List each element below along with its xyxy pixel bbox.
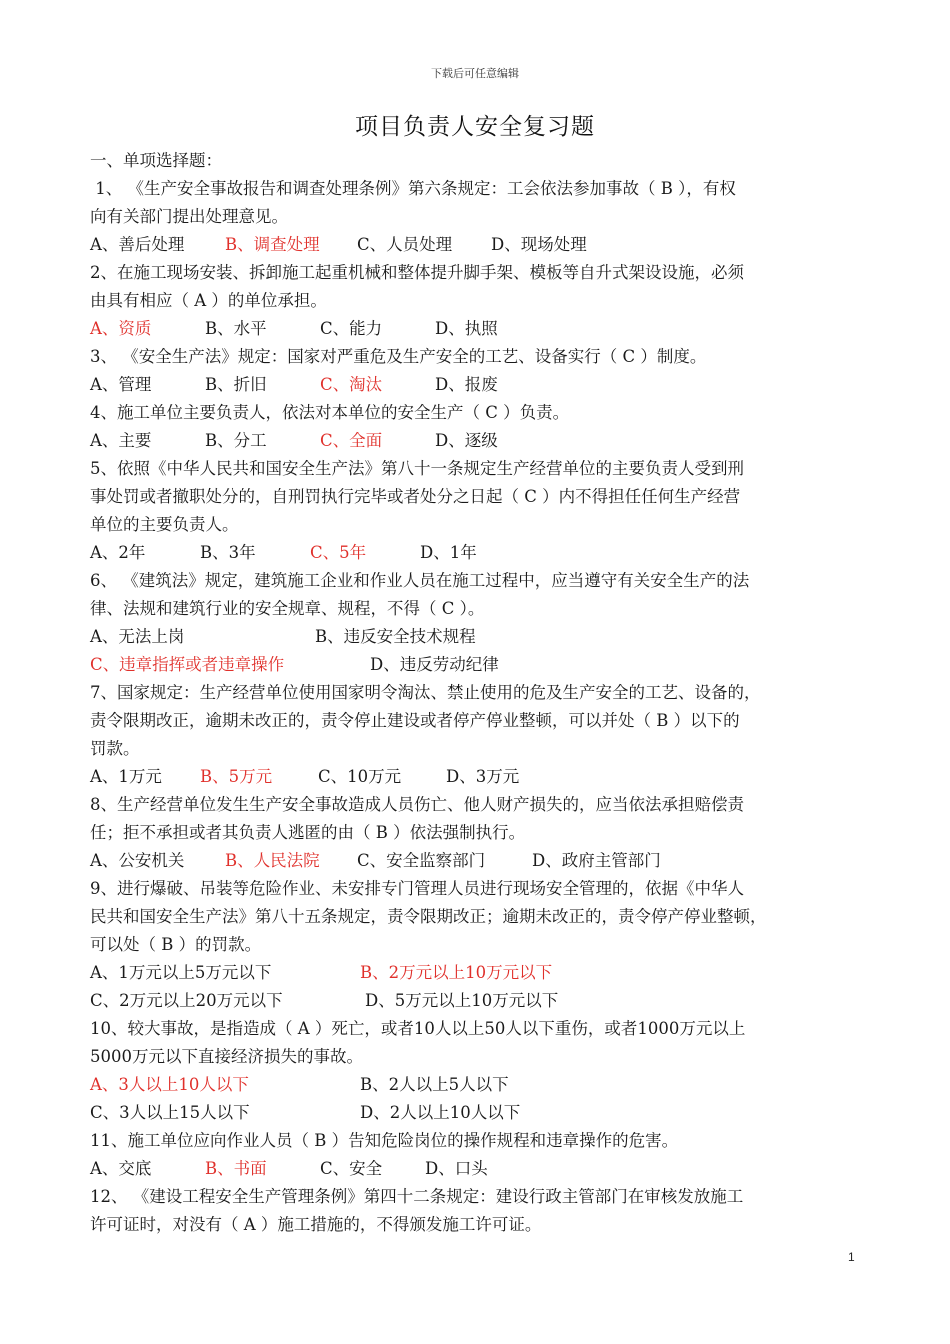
question-8-text-line: 8、生产经营单位发生生产安全事故造成人员伤亡、他人财产损失的，应当依法承担赔偿责 xyxy=(90,795,744,814)
answer-option: D、政府主管部门 xyxy=(532,851,661,870)
answer-option: B、分工 xyxy=(205,431,267,450)
answer-option: A、善后处理 xyxy=(90,235,185,254)
question-9-options xyxy=(90,959,865,987)
question-2-text-line: 由具有相应（ A ）的单位承担。 xyxy=(90,291,327,310)
answer-option: B、2人以上5人以下 xyxy=(360,1075,509,1094)
question-10-text-line: 10、较大事故，是指造成（ A ）死亡，或者10人以上50人以下重伤，或者1000万元以上 xyxy=(90,1019,746,1038)
answer-option: D、1年 xyxy=(420,543,477,562)
question-8-options xyxy=(90,847,865,875)
question-10-options xyxy=(90,1071,865,1099)
question-11-text-line: 11、施工单位应向作业人员（ B ）告知危险岗位的操作规程和违章操作的危害。 xyxy=(90,1131,679,1150)
answer-option: C、安全监察部门 xyxy=(357,851,486,870)
document-title: 项目负责人安全复习题 xyxy=(355,114,595,140)
answer-option: B、折旧 xyxy=(205,375,267,394)
question-5-text-line: 事处罚或者撤职处分的，自刑罚执行完毕或者处分之日起（ C ）内不得担任任何生产经营 xyxy=(90,487,741,506)
correct-answer-option: A、资质 xyxy=(90,319,152,338)
answer-option: A、2年 xyxy=(90,543,146,562)
answer-option: A、无法上岗 xyxy=(90,627,185,646)
answer-option: D、现场处理 xyxy=(491,235,587,254)
answer-option: C、能力 xyxy=(320,319,383,338)
answer-option: A、公安机关 xyxy=(90,851,185,870)
answer-option: D、3万元 xyxy=(446,767,520,786)
correct-answer-option: B、5万元 xyxy=(200,767,273,786)
question-list xyxy=(90,147,865,1239)
question-7-text-line: 7、国家规定：生产经营单位使用国家明令淘汰、禁止使用的危及生产安全的工艺、设备的， xyxy=(90,683,761,702)
answer-option: D、违反劳动纪律 xyxy=(370,655,499,674)
answer-option: B、违反安全技术规程 xyxy=(315,627,476,646)
question-6-options xyxy=(90,623,865,651)
section-heading: 一、单项选择题： xyxy=(90,151,222,170)
answer-option: C、2万元以上20万元以下 xyxy=(90,991,283,1010)
question-11-options xyxy=(90,1155,865,1183)
answer-option: B、水平 xyxy=(205,319,267,338)
question-2-options xyxy=(90,315,865,343)
question-9-text-line: 民共和国安全生产法》第八十五条规定，责令限期改正；逾期未改正的，责令停产停业整顿， xyxy=(90,907,767,926)
question-6-options xyxy=(90,651,865,679)
correct-answer-option: B、调查处理 xyxy=(225,235,320,254)
question-10-options xyxy=(90,1099,865,1127)
question-9-text-line: 可以处（ B ）的罚款。 xyxy=(90,935,262,954)
correct-answer-option: B、2万元以上10万元以下 xyxy=(360,963,553,982)
answer-option: D、2人以上10人以下 xyxy=(360,1103,521,1122)
question-6-text-line: 律、法规和建筑行业的安全规章、规程，不得（ C ）。 xyxy=(90,599,485,618)
question-2-text-line: 2、在施工现场安装、拆卸施工起重机械和整体提升脚手架、模板等自升式架设设施，必须 xyxy=(90,263,744,282)
correct-answer-option: C、5年 xyxy=(310,543,367,562)
correct-answer-option: C、违章指挥或者违章操作 xyxy=(90,655,285,674)
question-5-text-line: 单位的主要负责人。 xyxy=(90,515,239,534)
question-5-text-line: 5、依照《中华人民共和国安全生产法》第八十一条规定生产经营单位的主要负责人受到刑 xyxy=(90,459,744,478)
question-9-text-line: 9、进行爆破、吊装等危险作业、未安排专门管理人员进行现场安全管理的，依据《中华人 xyxy=(90,879,744,898)
answer-option: B、3年 xyxy=(200,543,256,562)
question-8-text-line: 任；拒不承担或者其负责人逃匿的由（ B ）依法强制执行。 xyxy=(90,823,526,842)
answer-option: C、10万元 xyxy=(318,767,402,786)
question-12-text-line: 许可证时，对没有（ A ）施工措施的，不得颁发施工许可证。 xyxy=(90,1215,542,1234)
answer-option: A、1万元 xyxy=(90,767,162,786)
question-1-text-line: 1、 《生产安全事故报告和调查处理条例》第六条规定：工会依法参加事故（ B ），有权 xyxy=(90,179,736,198)
correct-answer-option: C、全面 xyxy=(320,431,383,450)
correct-answer-option: C、淘汰 xyxy=(320,375,383,394)
question-6-text-line: 6、 《建筑法》规定，建筑施工企业和作业人员在施工过程中，应当遵守有关安全生产的法 xyxy=(90,571,750,590)
answer-option: D、5万元以上10万元以下 xyxy=(365,991,559,1010)
question-1-options xyxy=(90,231,865,259)
answer-option: D、口头 xyxy=(425,1159,488,1178)
answer-option: C、3人以上15人以下 xyxy=(90,1103,250,1122)
question-3-options xyxy=(90,371,865,399)
question-4-options xyxy=(90,427,865,455)
answer-option: A、管理 xyxy=(90,375,152,394)
header-note: 下载后可任意编辑 xyxy=(431,67,519,80)
question-12-text-line: 12、 《建设工程安全生产管理条例》第四十二条规定：建设行政主管部门在审核发放施工 xyxy=(90,1187,744,1206)
answer-option: C、安全 xyxy=(320,1159,383,1178)
question-10-text-line: 5000万元以下直接经济损失的事故。 xyxy=(90,1047,363,1066)
answer-option: D、逐级 xyxy=(435,431,498,450)
answer-option: A、主要 xyxy=(90,431,152,450)
question-7-text-line: 罚款。 xyxy=(90,739,140,758)
correct-answer-option: B、书面 xyxy=(205,1159,267,1178)
question-7-text-line: 责令限期改正，逾期未改正的，责令停止建设或者停产停业整顿，可以并处（ B ）以下的 xyxy=(90,711,740,730)
answer-option: D、报废 xyxy=(435,375,498,394)
correct-answer-option: B、人民法院 xyxy=(225,851,320,870)
page-number: 1 xyxy=(848,1250,855,1264)
answer-option: D、执照 xyxy=(435,319,498,338)
question-9-options xyxy=(90,987,865,1015)
question-3-text-line: 3、 《安全生产法》规定：国家对严重危及生产安全的工艺、设备实行（ C ）制度。 xyxy=(90,347,707,366)
question-4-text-line: 4、施工单位主要负责人，依法对本单位的安全生产（ C ）负责。 xyxy=(90,403,570,422)
question-1-text-line: 向有关部门提出处理意见。 xyxy=(90,207,288,226)
answer-option: A、交底 xyxy=(90,1159,152,1178)
question-5-options xyxy=(90,539,865,567)
correct-answer-option: A、3人以上10人以下 xyxy=(90,1075,249,1094)
question-7-options xyxy=(90,763,865,791)
answer-option: A、1万元以上5万元以下 xyxy=(90,963,272,982)
answer-option: C、人员处理 xyxy=(357,235,453,254)
